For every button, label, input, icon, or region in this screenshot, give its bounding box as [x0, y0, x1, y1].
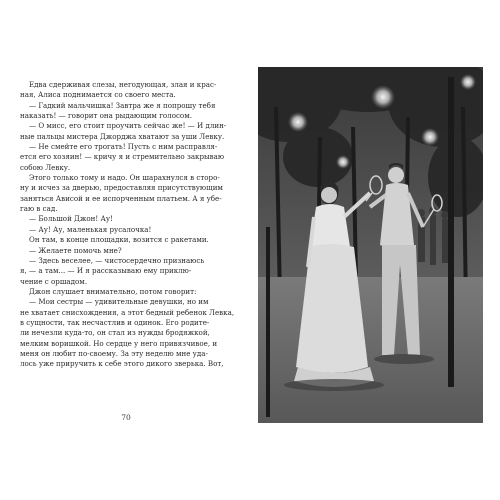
illustration-drawing [258, 67, 483, 423]
text-line: — Мои сестры — удивительные девушки, но им [29, 297, 209, 307]
text-line: чение с оршадом. [20, 276, 88, 286]
text-line: заняться Ависой и ее испорченным платьем. А я убе- [20, 193, 222, 203]
text-line: Джон слушает внимательно, потом говорит: [29, 286, 197, 296]
text-line: — Гадкий мальчишка! Завтра же я попрошу тебя [29, 100, 216, 110]
text-page [20, 80, 248, 400]
page-number: 70 [121, 413, 131, 422]
text-line: Этого только тому и надо. Он шарахнулся в сторо- [29, 173, 220, 183]
text-line: ну и исчез за дверью, предоставляя присутствующим [20, 183, 223, 193]
text-line: собою Левку. [20, 162, 71, 172]
text-line: не хватает снисхождения, а этот бедный ребенок Левка, [20, 307, 235, 317]
text-line: в сущности, так несчастлив и одинок. Его родите- [20, 317, 210, 327]
text-line: Едва сдерживая слезы, негодующая, злая и крас- [29, 80, 217, 89]
text-line: — Желаете помочь мне? [29, 245, 122, 255]
text-line: ется его хозяин! — кричу я и стремительно закрываю [20, 152, 225, 162]
text-line: ли нечезли куда-то, он стал из нужды бродяжкой, [20, 328, 210, 338]
text-line: гаю в сад. [20, 204, 58, 214]
background-crowd [417, 207, 449, 265]
text-line: — О мисс, его стоит проучить сейчас же! — И длин- [29, 121, 227, 131]
text-line: — Большой Джон! Ау! [29, 214, 113, 224]
text-line: ная, Алиса поднимается со своего места. [20, 90, 176, 100]
text-line: меня он любит по-своему. За эту неделю мне уда- [20, 348, 208, 358]
text-line: я, — а там... — И я рассказываю ему приклю- [20, 266, 192, 276]
text-line: наказать! — говорит она рыдающим голосом. [20, 111, 192, 121]
text-line: — Не смейте его трогать! Пусть с ним расправля- [29, 142, 218, 152]
text-line: — Ау! Ау, маленькая русалочка! [29, 224, 152, 234]
text-line: лось уже приручить к себе этого дикого зверька. Вот, [20, 359, 224, 369]
text-line: Он там, в конце площадки, возится с ракетами. [29, 235, 209, 245]
text-line: мелким воришкой. Но сердце у него привязчивое, и [20, 338, 218, 348]
text-line: — Здесь веселее, — чистосердечно признаюсь [29, 255, 205, 265]
illustration [258, 67, 483, 423]
text-line: ные пальцы мистера Джорджа хватают за уши Левку. [20, 131, 225, 141]
